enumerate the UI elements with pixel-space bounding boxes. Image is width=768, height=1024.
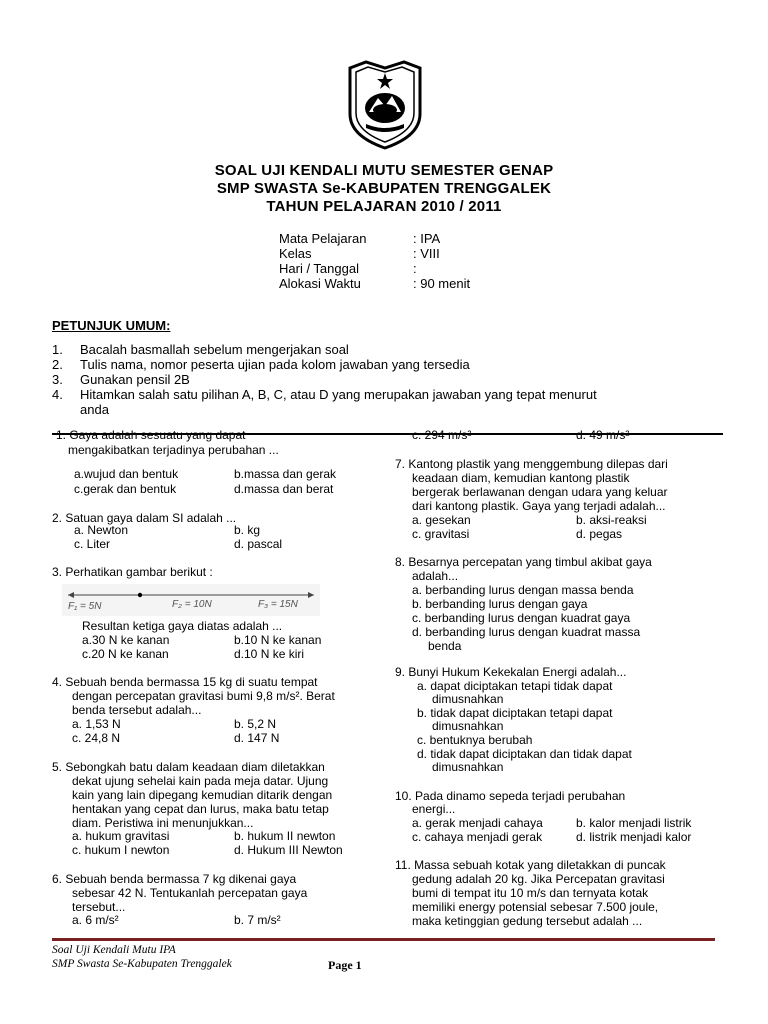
q8-text: 8. Besarnya percepatan yang timbul akibat gaya <box>395 555 652 569</box>
q8-option-a: a. berbanding lurus dengan massa benda <box>412 583 634 597</box>
q10-option-c: c. cahaya menjadi gerak <box>412 830 543 844</box>
q5-text: 5. Sebongkah batu dalam keadaan diam diletakkan <box>52 760 325 774</box>
meta-class: Kelas : VIII <box>279 246 440 261</box>
q3-text: Resultan ketiga gaya diatas adalah ... <box>82 619 283 633</box>
q11-text: memiliki energy potensial sebesar 7.500 joule, <box>412 900 659 914</box>
q10-option-d: d. listrik menjadi kalor <box>576 830 692 844</box>
force-label-f1: F₂ = 10N <box>172 599 212 610</box>
q10-option-b: b. kalor menjadi listrik <box>576 816 692 830</box>
page-number: Page 1 <box>328 958 362 972</box>
q7-text: bergerak berlawanan dengan udara yang keluar <box>412 485 668 499</box>
q5-text: diam. Peristiwa ini menunjukkan... <box>72 816 254 830</box>
instruction-item: 4. Hitamkan salah satu pilihan A, B, C, atau D yang merupakan jawaban yang tepat menurut <box>52 387 597 402</box>
q9-option-c: c. bentuknya berubah <box>417 733 533 747</box>
q4-option-a: a. 1,53 N <box>72 717 121 731</box>
q3-option-a: a.30 N ke kanan <box>82 633 170 647</box>
q4-text: benda tersebut adalah... <box>72 703 202 717</box>
q7-text: 7. Kantong plastik yang menggembung dilepas dari <box>395 457 668 471</box>
q5-text: hentakan yang cepat dan lurus, maka batu tetap <box>72 802 329 816</box>
q1-option-a: a.wujud dan bentuk <box>74 467 179 481</box>
q2-text: 2. Satuan gaya dalam SI adalah ... <box>52 511 237 525</box>
q5-text: kain yang lain dipegang kemudian ditarik dengan <box>72 788 333 802</box>
q11-text: bumi di tempat itu 10 m/s dan ternyata kotak <box>412 886 649 900</box>
q1-text: mengakibatkan terjadinya perubahan ... <box>68 443 279 457</box>
q5-option-d: d. Hukum III Newton <box>234 843 343 857</box>
q1-option-d: d.massa dan berat <box>234 482 334 496</box>
exam-title-line1: SOAL UJI KENDALI MUTU SEMESTER GENAP <box>214 162 554 179</box>
q4-text: 4. Sebuah benda bermassa 15 kg di suatu tempat <box>52 675 318 689</box>
q6-option-d: d. 49 m/s² <box>576 428 630 442</box>
q9-option-b: b. tidak dapat diciptakan tetapi dapat <box>417 706 613 720</box>
q8-option-d: d. berbanding lurus dengan kuadrat massa <box>412 625 641 639</box>
q7-text: keadaan diam, kemudian kantong plastik <box>412 471 630 485</box>
footer-subject: Soal Uji Kendali Mutu IPA <box>52 944 176 956</box>
q1-option-c: c.gerak dan bentuk <box>74 482 177 496</box>
q6-text: 6. Sebuah benda bermassa 7 kg dikenai gaya <box>52 872 297 886</box>
q5-option-b: b. hukum II newton <box>234 829 336 843</box>
q4-option-d: d. 147 N <box>234 731 280 745</box>
instructions-heading: PETUNJUK UMUM: <box>52 318 171 333</box>
q10-text: energi... <box>412 802 456 816</box>
q3-option-d: d.10 N ke kiri <box>234 647 305 661</box>
force-label-f3: F₃ = 15N <box>258 599 298 610</box>
q1-option-b: b.massa dan gerak <box>234 467 337 481</box>
q5-text: dekat ujung sehelai kain pada meja datar. Ujung <box>72 774 329 788</box>
meta-subject: Mata Pelajaran : IPA <box>279 231 441 246</box>
q7-option-d: d. pegas <box>576 527 623 541</box>
q9-option-a: dimusnahkan <box>432 692 504 706</box>
exam-title-line2: SMP SWASTA Se-KABUPATEN TRENGGALEK <box>216 180 552 197</box>
q7-text: dari kantong plastik. Gaya yang terjadi adalah... <box>412 499 666 513</box>
q3-text: 3. Perhatikan gambar berikut : <box>52 565 213 579</box>
q6-option-c: c. 294 m/s² <box>412 428 472 442</box>
q3-option-b: b.10 N ke kanan <box>234 633 322 647</box>
q5-option-a: a. hukum gravitasi <box>72 829 170 843</box>
q11-text: maka ketinggian gedung tersebut adalah ... <box>412 914 643 928</box>
q9-option-a: a. dapat diciptakan tetapi tidak dapat <box>417 679 613 693</box>
q10-option-a: a. gerak menjadi cahaya <box>412 816 543 830</box>
q7-option-b: b. aksi-reaksi <box>576 513 647 527</box>
q3-option-c: c.20 N ke kanan <box>82 647 169 661</box>
instruction-item: 2. Tulis nama, nomor peserta ujian pada kolom jawaban yang tersedia <box>52 357 470 372</box>
footer-school: SMP Swasta Se-Kabupaten Trenggalek <box>52 958 232 970</box>
q2-option-b: b. kg <box>234 523 261 537</box>
exam-title-line3: TAHUN PELAJARAN 2010 / 2011 <box>266 198 502 215</box>
q1-text: 1. Gaya adalah sesuatu yang dapat <box>56 428 246 442</box>
q6-text: sebesar 42 N. Tentukanlah percepatan gaya <box>72 886 308 900</box>
force-label-f2: F₁ = 5N <box>68 601 102 612</box>
q2-option-d: d. pascal <box>234 537 283 551</box>
instruction-item: 3. Gunakan pensil 2B <box>52 372 190 387</box>
q8-option-d: benda <box>428 639 462 653</box>
q8-text: adalah... <box>412 569 459 583</box>
instruction-item: 1. Bacalah basmallah sebelum mengerjakan soal <box>52 342 349 357</box>
q9-text: 9. Bunyi Hukum Kekekalan Energi adalah... <box>395 665 627 679</box>
q11-text: 11. Massa sebuah kotak yang diletakkan di puncak <box>395 858 666 872</box>
footer-divider <box>52 938 715 941</box>
regency-emblem-icon <box>346 58 424 150</box>
force-diagram <box>62 584 320 616</box>
q7-option-a: a. gesekan <box>412 513 471 527</box>
q11-text: gedung adalah 20 kg. Jika Percepatan gravitasi <box>412 872 665 886</box>
q7-option-c: c. gravitasi <box>412 527 470 541</box>
q5-option-c: c. hukum I newton <box>72 843 170 857</box>
q8-option-b: b. berbanding lurus dengan gaya <box>412 597 588 611</box>
q9-option-d: d. tidak dapat diciptakan dan tidak dapat <box>417 747 632 761</box>
q10-text: 10. Pada dinamo sepeda terjadi perubahan <box>395 789 626 803</box>
q2-option-c: c. Liter <box>74 537 111 551</box>
meta-duration: Alokasi Waktu : 90 menit <box>279 276 471 291</box>
q4-text: dengan percepatan gravitasi bumi 9,8 m/s². Berat <box>72 689 335 703</box>
q2-option-a: a. Newton <box>74 523 129 537</box>
q4-option-b: b. 5,2 N <box>234 717 277 731</box>
meta-date: Hari / Tanggal : <box>279 261 417 276</box>
q6-option-b: b. 7 m/s² <box>234 913 281 927</box>
q8-option-c: c. berbanding lurus dengan kuadrat gaya <box>412 611 631 625</box>
q9-option-d: dimusnahkan <box>432 760 504 774</box>
instruction-item: anda <box>80 402 109 417</box>
q6-text: tersebut... <box>72 900 126 914</box>
q9-option-b: dimusnahkan <box>432 719 504 733</box>
q4-option-c: c. 24,8 N <box>72 731 121 745</box>
q6-option-a: a. 6 m/s² <box>72 913 119 927</box>
